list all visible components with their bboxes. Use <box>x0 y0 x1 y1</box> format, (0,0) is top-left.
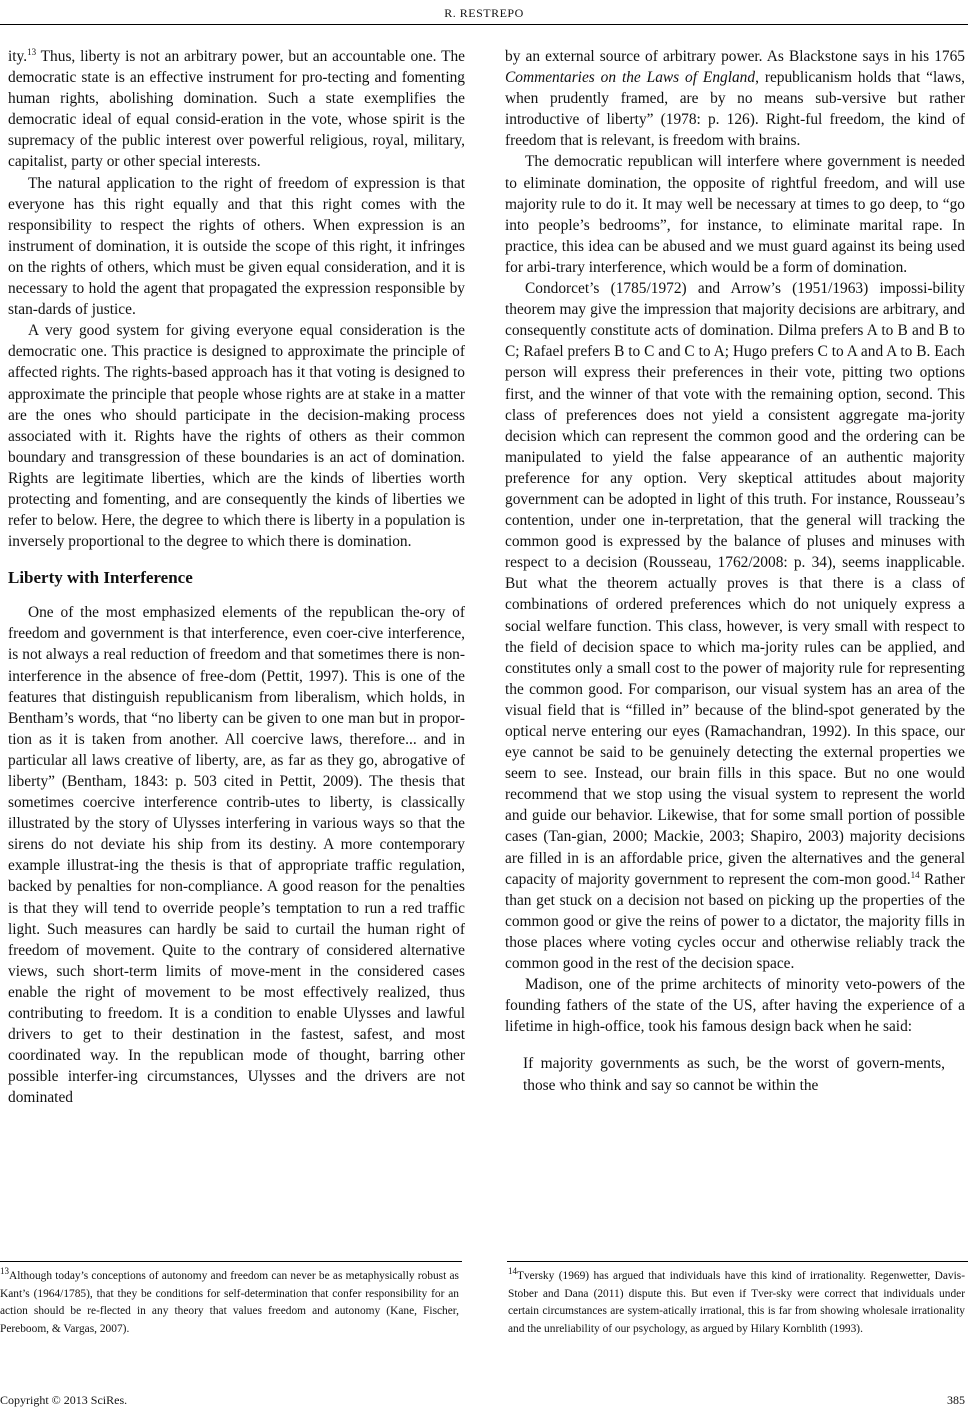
right-column <box>505 46 965 1096</box>
paragraph: Madison, one of the prime architects of minority veto-powers of the founding fathers of the state of the US, after having the experience of a lifetime in high-office, took his famous design back when he said: <box>505 976 965 1036</box>
footnote-14 <box>508 1268 965 1338</box>
paragraph <box>505 278 965 974</box>
paragraph-text: ity. <box>8 48 28 65</box>
paragraph: The natural application to the right of freedom of expression is that everyone has this right equally and that this right comes with the responsibility to respect the rights of others. When expression is an instrument of domination, it is outside the scope of this right, it infringes on the rights of others, which must be given equal consideration, and it is necessary to hold the agent that propagated the expression responsible by stan-dards of justice. <box>8 174 465 319</box>
paragraph: One of the most emphasized elements of the republican the-ory of freedom and government is that interference, even coer-cive interference, is not always a real reduction of freedom and that sometimes there is non-interference in the absence of free-dom (Pettit, 1997). This is one of the features that distinguish republicanism from liberalism, which holds, in Bentham’s words, that “no liberty can be given to one man but in propor-tion as it is taken from another. All coercive laws, therefore... and in particular all laws creative of liberty, are, as far as they go, abrogative of liberty” (Bentham, 1843: p. 503 cited in Pettit, 2009). The thesis that sometimes coercive interference contrib-utes to liberty, is classically illustrated by the story of Ulysses interfering in various ways so that the sirens do not deviate his ship from its destiny. A more contemporary example illustrat-ing the thesis is that of appropriate traffic regulation, backed by penalties for non-compliance. A good reason for the penalties is that they will tend to override people’s temptation to run a red traffic light. Such measures can hardly be said to curtail the human right of freedom of movement. Quite to the contrary of considered alternative views, such short-term limits of move-ment in the considered cases enable the right of movement to be most effectively realized, thus contributing to freedom. It is a condition to enable Ulysses and lawful drivers to get to their destination in the fastest, safest, and most coordinated way. In the republican mode of thought, barring other possible interfer-ing circumstances, Ulysses and the drivers are not dominated <box>8 604 465 1107</box>
paragraph-text: by an external source of arbitrary power. As Blackstone says in his 1765 <box>505 48 965 65</box>
footnote-ref-13: 13 <box>27 46 37 57</box>
page-number: 385 <box>947 1393 965 1407</box>
section-heading: Liberty with Interference <box>8 568 193 588</box>
running-head: R. RESTREPO <box>444 6 524 20</box>
footnote-number: 14 <box>508 1266 517 1277</box>
paragraph: A very good system for giving everyone equal consideration is the democratic one. This practice is designed to approximate the principle of affected rights. The rights-based approach has it that voting is designed to approximate the principle that people whose rights are at stake in a matter are the ones who should participate in the decision-making process associated with it. Rights have the rights of others as their common boundary and transgression of these boundaries is an act of domination. Rights are legitimate liberties, which are the kinds of liberties worth protecting and fomenting, and are consequently the kinds of liberties we refer to below. Here, the degree to which there is liberty in a population is inversely proportional to the degree to which there is domination. <box>8 322 465 551</box>
copyright-notice: Copyright © 2013 SciRes. <box>0 1393 128 1407</box>
footnote-text: Although today’s conceptions of autonomy and freedom can never be as metaphysically robust as Kant’s (1964/1785), that they be conditions for self-determination that confer responsibility for an action should be re-flected in any theory that values freedom and autonomy (Kane, Fischer, Pereboom, & Vargas, 2007). <box>0 1270 459 1335</box>
block-quote: If majority governments as such, be the worst of govern-ments, those who think and say so cannot be within the <box>523 1055 945 1094</box>
footnote-text: Tversky (1969) has argued that individuals have this kind of irrationality. Regenwetter, Davis-Stober and Dana (2011) dispute this. But even if Tver-sky were correct that individuals under certain circumstances are system-atically irrational, this is far from showing wholesale irrationality and the unreliability of our psychology, as argued by Hilary Kornblith (1993). <box>508 1270 965 1335</box>
footnote-number: 13 <box>0 1266 9 1277</box>
footnote-13 <box>0 1268 459 1338</box>
paragraph: The democratic republican will interfere where government is needed to eliminate domination, the opposite of rightful freedom, and will use majority rule to do it. It may well be necessary at times to go deep, to “go into people’s bedrooms”, for instance, to eliminate marital rape. In practice, this idea can be abused and we must guard against its being used for arbi-trary interference, which would be a form of domination. <box>505 153 965 276</box>
paragraph-text: Thus, liberty is not an arbitrary power, but an accountable one. The democratic state is an effective instrument for pro-tecting and fomenting human rights, abolishing domination. Such a state exemplifies the democratic ideal of equal consid-eration in the vote, whose spirit is the supremacy of the public interest over powerful religious, royal, military, capitalist, party or other special interests. <box>8 48 465 171</box>
paragraph <box>505 46 965 151</box>
footnote-ref-14: 14 <box>910 869 920 880</box>
paragraph-text: Condorcet’s (1785/1972) and Arrow’s (1951/1963) impossi-bility theorem may give the impression that majority decisions are arbitrary, and consequently constitute acts of domination. Dilma prefers A to B and B to C; Rafael prefers B to C and C to A; Hugo prefers C to A and A to B. Each person will express their preferences in their vote, pitting two options first, and the winner of that vote with the remaining option, second. This class of preferences does not yield a consistent aggregate ma-jority decision which can represent the common good and the ordering can be manipulated to yield the false appearance of an authentic majority preference for any option. Very skeptical attitudes about majority government can be adopted in light of this truth. For instance, Rousseau’s contention, under one in-terpretation, that the general will tracking the common good is expressed by the balance of pluses and minuses with respect to a decision (Rousseau, 1762/2008: p. 34), seems inapplicable. But what the theorem actually proves is that there is a class of combinations of ordered preferences which do not uniquely express a social welfare function. This class, however, is very small with respect to the field of decision space to which ma-jority rules can be applied, and constitutes only a small cost to the power of majority rule for representing the common good. For comparison, our visual system has an area of the visual field that is “filled in” because of the blind-spot generated by the optical nerve entering our eyes (Ramachandran, 1992). In this space, our eye cannot be said to be genuinely detecting the external properties we seem to see. Instead, our brain fills in this space. But no one would recommend that we stop using the visual system to represent the world and guide our behavior. Likewise, that for some small portion of possible cases (Tan-gian, 2000; Mackie, 2003; Shapiro, 2003) majority decisions are filled in is an affordable price, given the alternatives and the general capacity of majority government to represent the com-mon good. <box>505 280 965 888</box>
header-rule <box>0 24 968 25</box>
paragraph <box>8 46 465 173</box>
paragraph-text: Rather than get stuck on a decision not based on picking up the properties of the common good or give the reins of power to a dictator, the majority fills in those places where voting cycles occur and otherwise reliably track the common good in the rest of the decision space. <box>505 870 965 973</box>
footnote-rule <box>0 1261 462 1262</box>
left-column <box>8 46 465 1109</box>
book-title: Commentaries on the Laws of England <box>505 69 756 87</box>
footnote-rule <box>507 1261 968 1262</box>
paragraph-text: , republicanism holds that “laws, when prudently framed, are by no means sub-versive but rather introductive of liberty” (1978: p. 126). Right-ful freedom, the kind of freedom that is relevant, is freedom with brains. <box>505 69 966 150</box>
